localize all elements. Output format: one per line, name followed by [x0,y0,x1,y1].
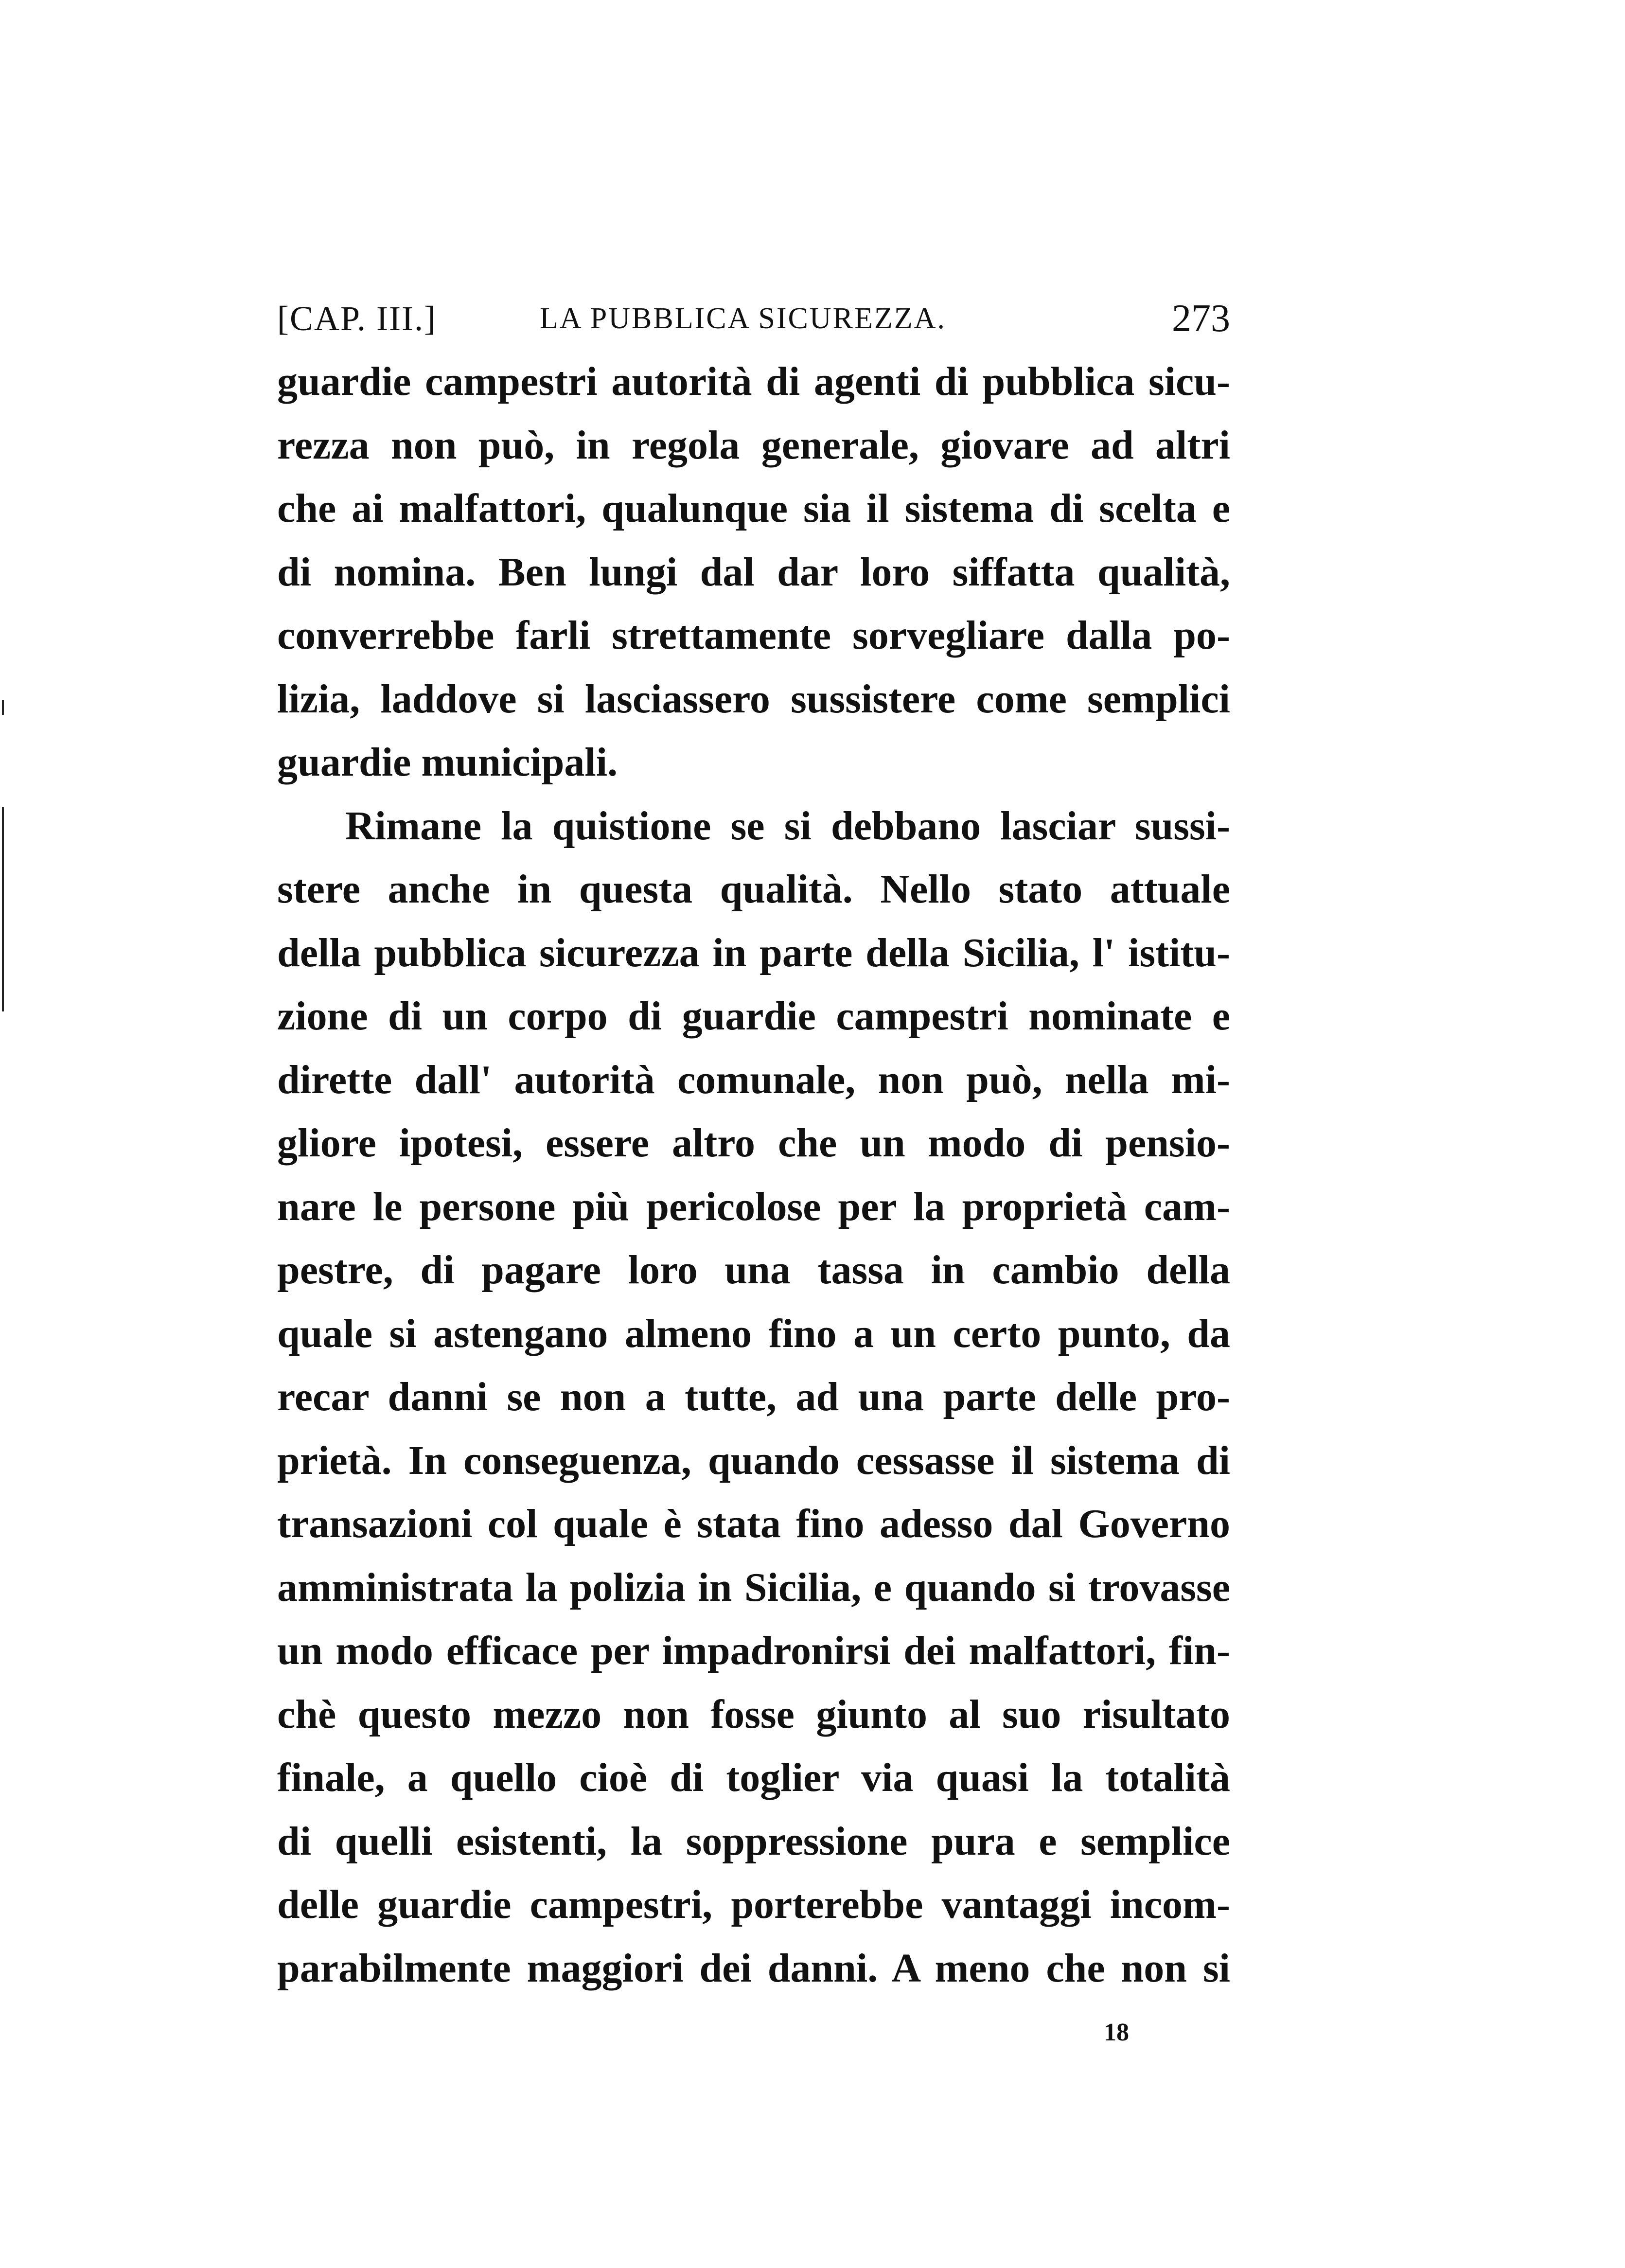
text-line: transazioni col quale è stata fino adesso dal Governo [277,1501,1230,1546]
text-line: amministrata la polizia in Sicilia, e quando si trovasse [277,1564,1230,1610]
text-line: lizia, laddove si lasciassero sussistere come semplici [277,676,1230,722]
text-line: dirette dall' autorità comunale, non può, nella mi- [277,1057,1230,1102]
running-title: LA PUBBLICA SICUREZZA. [540,302,946,335]
text-line: guardie campestri autorità di agenti di pubblica sicu- [277,359,1230,404]
running-header [277,292,1230,345]
page-number: 273 [1172,297,1230,340]
text-line: recar danni se non a tutte, ad una parte delle pro- [277,1374,1230,1419]
text-line: pestre, di pagare loro una tassa in cambio della [277,1247,1230,1293]
text-line: che ai malfattori, qualunque sia il sistema di scelta e [277,486,1230,531]
text-line: della pubblica sicurezza in parte della Sicilia, l' istitu- [277,930,1230,975]
text-line: nare le persone più pericolose per la proprietà cam- [277,1184,1230,1229]
text-line: converrebbe farli strettamente sorvegliare dalla po- [277,613,1230,658]
text-line: guardie municipali. [277,740,618,785]
body-text [277,350,1230,2000]
text-line: un modo efficace per impadronirsi dei malfattori, fin- [277,1628,1230,1673]
paragraph-1 [277,350,1230,795]
text-line: finale, a quello cioè di toglier via quasi la totalità [277,1755,1230,1800]
text-line: parabilmente maggiori dei danni. A meno che non si [277,1945,1230,1991]
text-line: stere anche in questa qualità. Nello stato attuale [277,867,1230,912]
paragraph-2 [277,795,1230,2001]
signature-mark: 18 [1104,2019,1129,2046]
text-line: di quelli esistenti, la soppressione pura e semplice [277,1818,1230,1864]
text-line: gliore ipotesi, essere altro che un modo di pensio- [277,1120,1230,1166]
chapter-label: [CAP. III.] [277,299,437,338]
text-line: delle guardie campestri, porterebbe vantaggi incom- [277,1882,1230,1927]
text-line: chè questo mezzo non fosse giunto al suo risultato [277,1691,1230,1737]
text-line: zione di un corpo di guardie campestri nominate e [277,993,1230,1039]
text-line: Rimane la quistione se si debbano lasciar sussi- [345,803,1230,849]
scan-artifact-line [2,700,4,715]
text-line: quale si astengano almeno fino a un certo punto, da [277,1311,1230,1356]
text-line: rezza non può, in regola generale, giovare ad altri [277,422,1230,468]
text-line: di nomina. Ben lungi dal dar loro siffatta qualità, [277,549,1230,595]
text-line: prietà. In conseguenza, quando cessasse il sistema di [277,1437,1230,1483]
scan-artifact-line [2,807,4,1011]
